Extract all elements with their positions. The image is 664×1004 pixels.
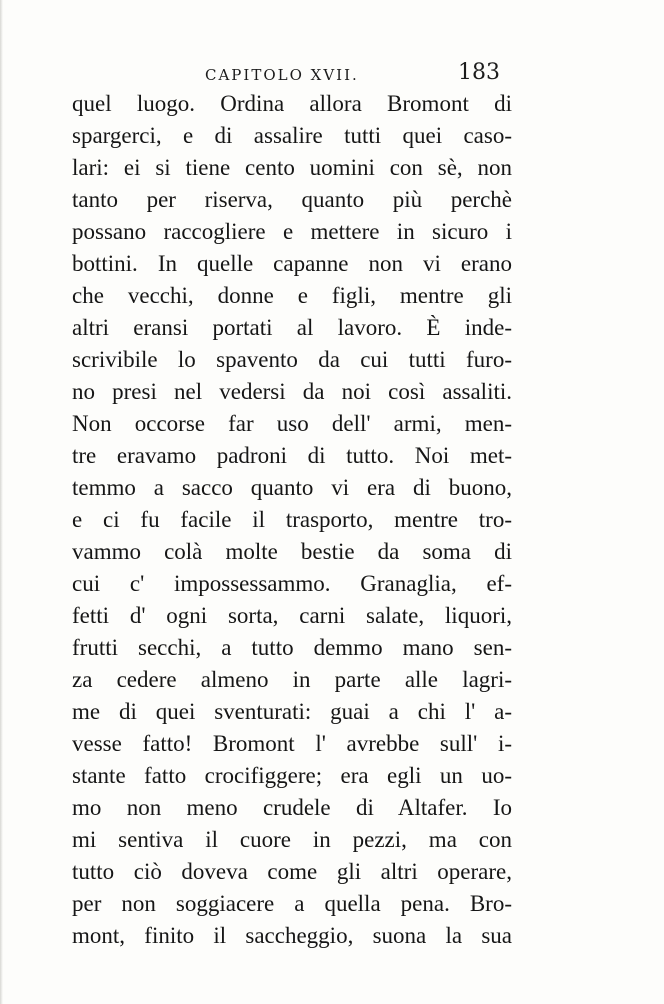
text-line: tre eravamo padroni di tutto. Noi met- bbox=[72, 443, 512, 468]
text-line: no presi nel vedersi da noi così assaliti. bbox=[72, 379, 512, 404]
text-line: me di quei sventurati: guai a chi l' a- bbox=[72, 699, 512, 724]
text-line: vesse fatto! Bromont l' avrebbe sull' i- bbox=[72, 731, 512, 756]
text-line: bottini. In quelle capanne non vi erano bbox=[72, 251, 512, 276]
text-line: per non soggiacere a quella pena. Bro- bbox=[72, 891, 512, 916]
text-line: stante fatto crocifiggere; era egli un uo- bbox=[72, 763, 512, 788]
text-line: spargerci, e di assalire tutti quei caso- bbox=[72, 123, 512, 148]
text-line: Non occorse far uso dell' armi, men- bbox=[72, 411, 512, 436]
running-head bbox=[200, 60, 500, 88]
text-line: cui c' impossessammo. Granaglia, ef- bbox=[72, 571, 512, 596]
text-line: possano raccogliere e mettere in sicuro i bbox=[72, 219, 512, 244]
text-line: scrivibile lo spavento da cui tutti furo- bbox=[72, 347, 512, 372]
text-line: tanto per riserva, quanto più perchè bbox=[72, 187, 512, 212]
text-line: temmo a sacco quanto vi era di buono, bbox=[72, 475, 512, 500]
page-edge bbox=[0, 0, 3, 1004]
text-line: vammo colà molte bestie da soma di bbox=[72, 539, 512, 564]
text-line: che vecchi, donne e figli, mentre gli bbox=[72, 283, 512, 308]
text-line: fetti d' ogni sorta, carni salate, liquori, bbox=[72, 603, 512, 628]
text-line: frutti secchi, a tutto demmo mano sen- bbox=[72, 635, 512, 660]
text-line: e ci fu facile il trasporto, mentre tro- bbox=[72, 507, 512, 532]
text-line: altri eransi portati al lavoro. È inde- bbox=[72, 315, 512, 340]
text-line: za cedere almeno in parte alle lagri- bbox=[72, 667, 512, 692]
text-line: mi sentiva il cuore in pezzi, ma con bbox=[72, 827, 512, 852]
page-number: 183 bbox=[458, 60, 500, 85]
chapter-heading: CAPITOLO XVII. bbox=[205, 66, 359, 84]
text-line: mo non meno crudele di Altafer. Io bbox=[72, 795, 512, 820]
text-line: lari: ei si tiene cento uomini con sè, non bbox=[72, 155, 512, 180]
body-text bbox=[72, 88, 512, 952]
text-line: mont, finito il saccheggio, suona la sua bbox=[72, 923, 512, 948]
text-line: quel luogo. Ordina allora Bromont di bbox=[72, 91, 512, 116]
text-line: tutto ciò doveva come gli altri operare, bbox=[72, 859, 512, 884]
